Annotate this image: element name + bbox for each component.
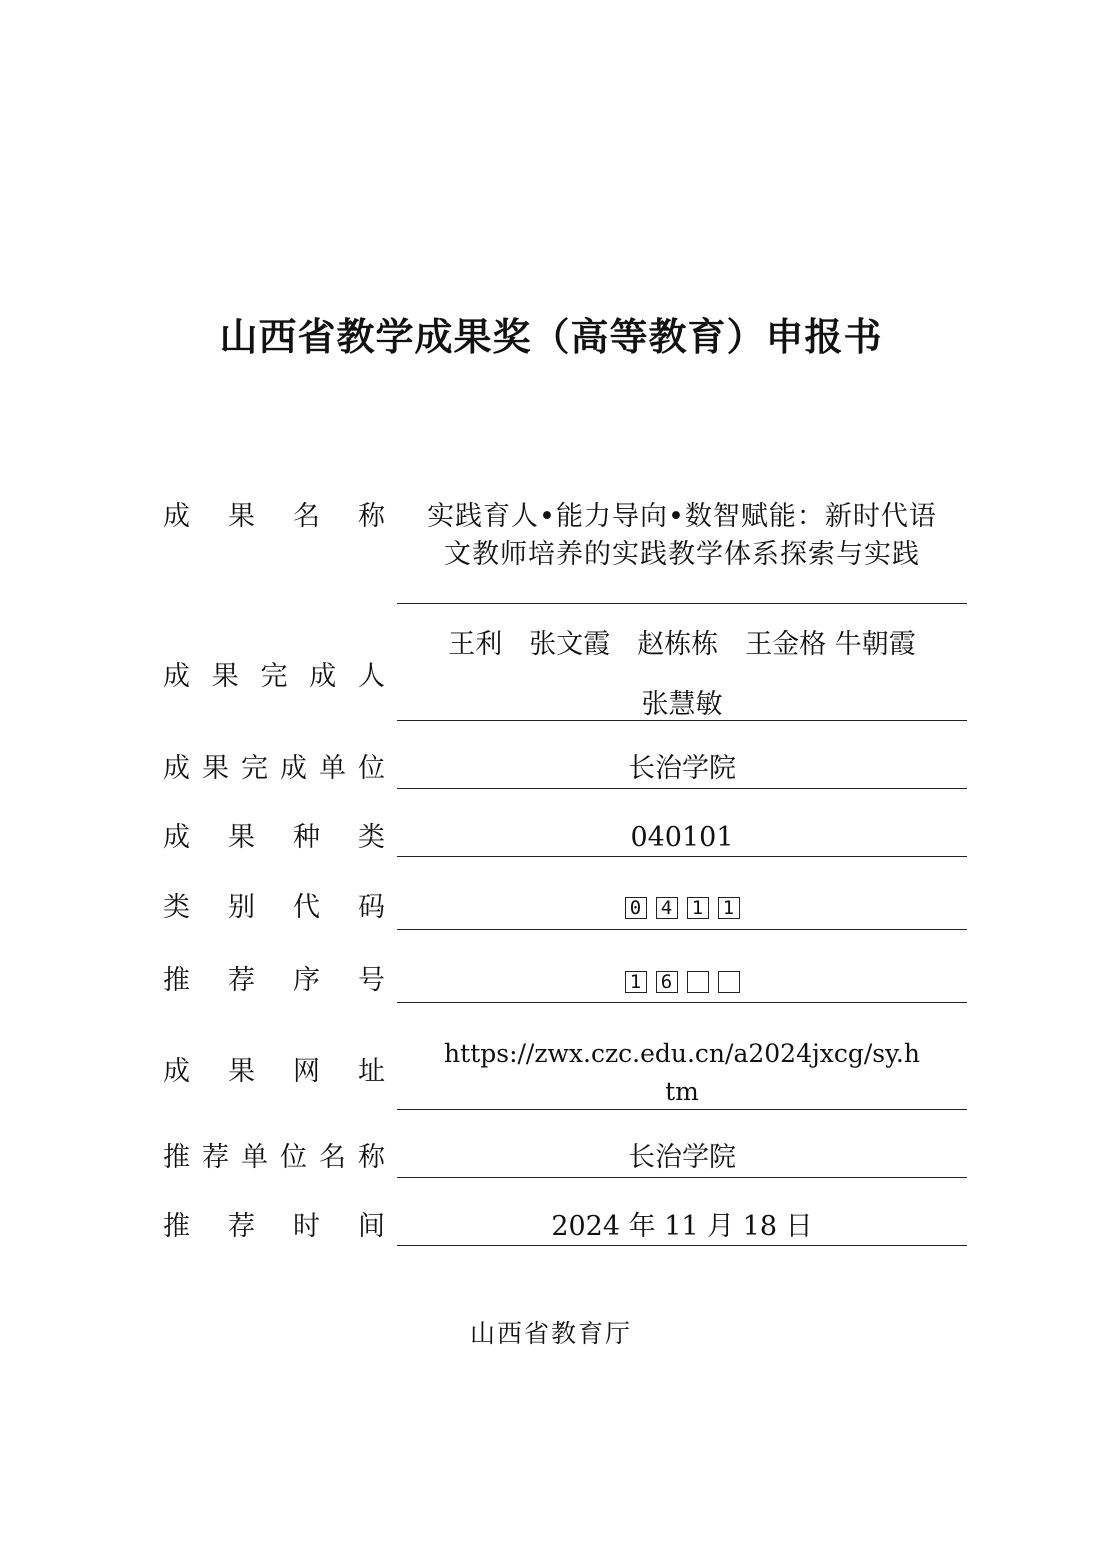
label-char: 位 <box>280 1142 307 1173</box>
number-digit-box: 1 <box>625 971 647 993</box>
label-char: 址 <box>358 1056 385 1087</box>
achievement-name-line1: 实践育人•能力导向•数智赋能：新时代语 <box>427 501 937 532</box>
code-digit-box: 0 <box>625 897 647 919</box>
label-char: 类 <box>358 822 385 853</box>
label-char: 成 <box>163 753 190 784</box>
label-char: 成 <box>163 1056 190 1087</box>
label-char: 码 <box>358 892 385 923</box>
label-recommend-number <box>163 964 385 998</box>
label-char: 种 <box>293 822 320 853</box>
label-achievement-url <box>163 1055 385 1089</box>
label-char: 完 <box>260 661 288 692</box>
label-char: 成 <box>163 822 190 853</box>
label-char: 号 <box>358 965 385 996</box>
underline-recommend-time <box>397 1245 967 1246</box>
code-digit-box: 1 <box>687 897 709 919</box>
label-char: 果 <box>228 501 255 532</box>
label-char: 位 <box>358 753 385 784</box>
label-achievement-type <box>163 821 385 855</box>
label-achievement-name <box>163 500 385 534</box>
label-char: 荐 <box>228 1211 255 1242</box>
label-recommend-unit <box>163 1141 385 1175</box>
underline-category-code <box>397 929 967 930</box>
underline-recommend-number <box>397 1002 967 1003</box>
label-char: 成 <box>309 661 337 692</box>
number-digit-box: 6 <box>656 971 678 993</box>
number-digit-box <box>718 971 740 993</box>
underline-type <box>397 856 967 857</box>
authors-line1: 王利 张文霞 赵栋栋 王金格 牛朝霞 <box>448 629 916 660</box>
code-digit-box: 1 <box>718 897 740 919</box>
underline-achievement-name <box>397 603 967 604</box>
label-char: 时 <box>293 1211 320 1242</box>
label-char: 果 <box>228 1056 255 1087</box>
label-char: 成 <box>163 501 190 532</box>
code-digit-box: 4 <box>656 897 678 919</box>
document-title: 山西省教学成果奖（高等教育）申报书 <box>219 315 883 359</box>
recommend-number-boxes <box>397 967 967 997</box>
label-char: 成 <box>163 661 190 692</box>
label-char: 类 <box>163 892 190 923</box>
underline-recommend-unit <box>397 1177 967 1178</box>
label-char: 推 <box>163 1211 190 1242</box>
label-char: 荐 <box>202 1142 229 1173</box>
label-achievement-unit <box>163 752 385 786</box>
label-char: 完 <box>241 753 268 784</box>
achievement-url-line2: tm <box>665 1077 699 1106</box>
label-char: 单 <box>319 753 346 784</box>
label-category-code <box>163 891 385 925</box>
label-char: 序 <box>293 965 320 996</box>
label-char: 称 <box>358 501 385 532</box>
label-char: 推 <box>163 965 190 996</box>
authors-line2: 张慧敏 <box>641 689 723 720</box>
underline-unit <box>397 788 967 789</box>
label-char: 称 <box>358 1142 385 1173</box>
underline-url <box>397 1109 967 1110</box>
label-char: 人 <box>358 661 385 692</box>
recommend-unit-value: 长治学院 <box>628 1142 736 1173</box>
achievement-unit-value: 长治学院 <box>628 753 736 784</box>
label-char: 荐 <box>228 965 255 996</box>
category-code-boxes <box>397 893 967 923</box>
label-char: 名 <box>293 501 320 532</box>
label-char: 名 <box>319 1142 346 1173</box>
label-char: 推 <box>163 1142 190 1173</box>
achievement-name-line2: 文教师培养的实践教学体系探索与实践 <box>444 539 920 570</box>
label-char: 别 <box>228 892 255 923</box>
number-digit-box <box>687 971 709 993</box>
achievement-type-value: 040101 <box>630 822 734 853</box>
label-char: 成 <box>280 753 307 784</box>
label-char: 果 <box>228 822 255 853</box>
label-recommend-time <box>163 1210 385 1244</box>
recommend-time-value: 2024 年 11 月 18 日 <box>551 1211 813 1242</box>
underline-authors <box>397 720 967 721</box>
label-char: 果 <box>202 753 229 784</box>
label-char: 间 <box>358 1211 385 1242</box>
issuing-authority: 山西省教育厅 <box>469 1319 632 1348</box>
achievement-url-line1: https://zwx.czc.edu.cn/a2024jxcg/sy.h <box>444 1039 920 1068</box>
label-char: 单 <box>241 1142 268 1173</box>
label-char: 代 <box>293 892 320 923</box>
label-achievement-authors <box>163 660 385 694</box>
label-char: 网 <box>293 1056 320 1087</box>
label-char: 果 <box>211 661 239 692</box>
